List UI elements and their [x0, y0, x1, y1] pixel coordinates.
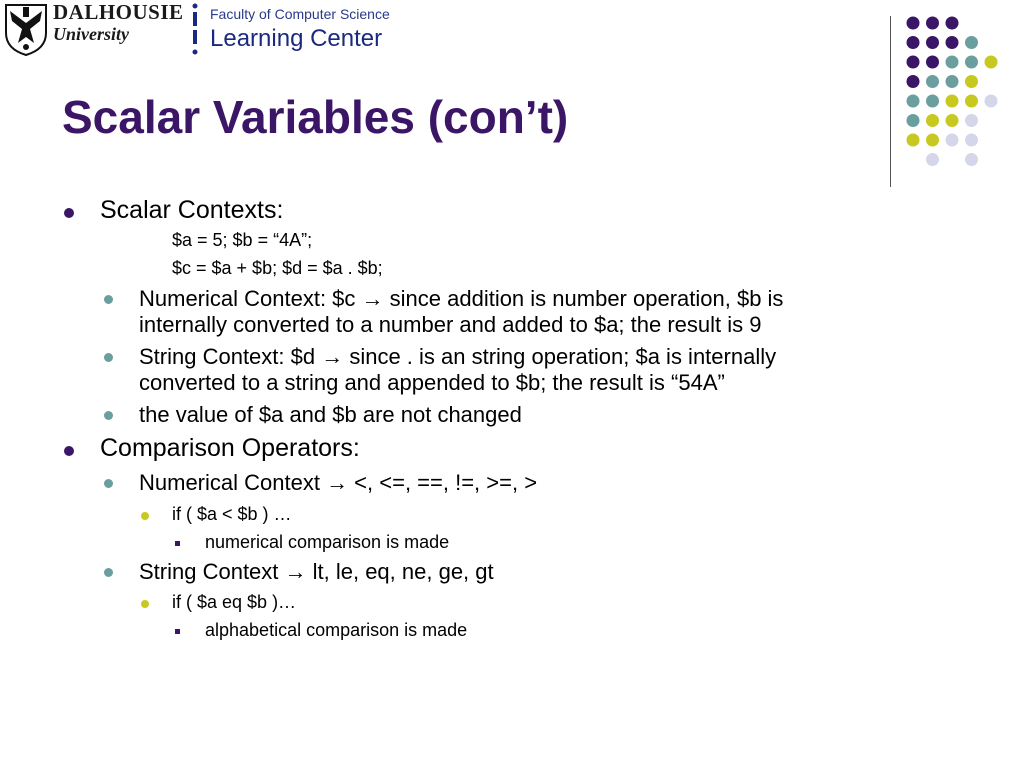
decorative-dot-grid [900, 10, 1010, 170]
university-wordmark [53, 2, 184, 43]
faculty-name: Faculty of Computer Science [210, 6, 390, 22]
item-string-context-cont: converted to a string and appended to $b; the result is “54A” [139, 370, 725, 395]
bullet-dot [104, 411, 113, 420]
decorative-dot [965, 114, 978, 127]
decorative-dot [946, 36, 959, 49]
university-name: DALHOUSIE [53, 0, 184, 24]
decorative-dot [926, 153, 939, 166]
bullet-dot [141, 512, 149, 520]
vertical-divider [890, 16, 891, 187]
decorative-dot [965, 134, 978, 147]
item-cmp-numerical-example: if ( $a < $b ) … [172, 504, 292, 524]
decorative-dot [965, 95, 978, 108]
learning-center-name: Learning Center [210, 25, 383, 52]
decorative-dot [965, 56, 978, 69]
item-cmp-string: String Context → lt, le, eq, ne, ge, gt [139, 559, 494, 584]
code-line-1: $a = 5; $b = “4A”; [172, 230, 313, 250]
decorative-dot [946, 17, 959, 30]
bullet-dot [64, 446, 74, 456]
item-cmp-string-note: alphabetical comparison is made [205, 620, 468, 640]
slide-title: Scalar Variables (con’t) [62, 91, 569, 143]
item-comparison-operators: Comparison Operators: [100, 434, 360, 462]
bullet-dot [141, 600, 149, 608]
item-numerical-context-cont: internally converted to a number and added to $a; the result is 9 [139, 312, 762, 337]
bullet-dot [64, 208, 74, 218]
item-cmp-numerical: Numerical Context → <, <=, ==, !=, >=, > [139, 470, 538, 495]
logo-divider [185, 2, 205, 60]
decorative-dot [946, 95, 959, 108]
bullet-dot [104, 479, 113, 488]
decorative-dot [965, 75, 978, 88]
item-cmp-string-example: if ( $a eq $b )… [172, 592, 297, 612]
decorative-dot [926, 114, 939, 127]
bullet-dot [104, 568, 113, 577]
decorative-dot [965, 153, 978, 166]
decorative-dot [907, 36, 920, 49]
item-numerical-context: Numerical Context: $c → since addition is number operation, $b is [139, 286, 784, 311]
code-line-2: $c = $a + $b; $d = $a . $b; [172, 258, 383, 278]
decorative-dot [907, 17, 920, 30]
item-not-changed: the value of $a and $b are not changed [139, 402, 522, 427]
decorative-dot [907, 56, 920, 69]
decorative-dot [946, 56, 959, 69]
decorative-dot [926, 17, 939, 30]
bullet-square [175, 629, 180, 634]
decorative-dot [907, 114, 920, 127]
decorative-dot [946, 134, 959, 147]
bullet-square [175, 541, 180, 546]
item-scalar-contexts: Scalar Contexts: [100, 196, 284, 224]
bullet-dot [104, 353, 113, 362]
decorative-dot [926, 134, 939, 147]
item-string-context: String Context: $d → since . is an string operation; $a is internally [139, 344, 777, 369]
decorative-dot [926, 95, 939, 108]
decorative-dot [946, 114, 959, 127]
decorative-dot [907, 134, 920, 147]
decorative-dot [965, 36, 978, 49]
decorative-dot [985, 56, 998, 69]
bullet-dot [104, 295, 113, 304]
university-subtitle: University [53, 24, 129, 44]
decorative-dot [926, 36, 939, 49]
item-cmp-numerical-note: numerical comparison is made [205, 532, 450, 552]
decorative-dot [926, 75, 939, 88]
decorative-dot [907, 95, 920, 108]
decorative-dot [926, 56, 939, 69]
decorative-dot [907, 75, 920, 88]
decorative-dot [985, 95, 998, 108]
decorative-dot [946, 75, 959, 88]
dalhousie-crest-logo [4, 3, 48, 57]
